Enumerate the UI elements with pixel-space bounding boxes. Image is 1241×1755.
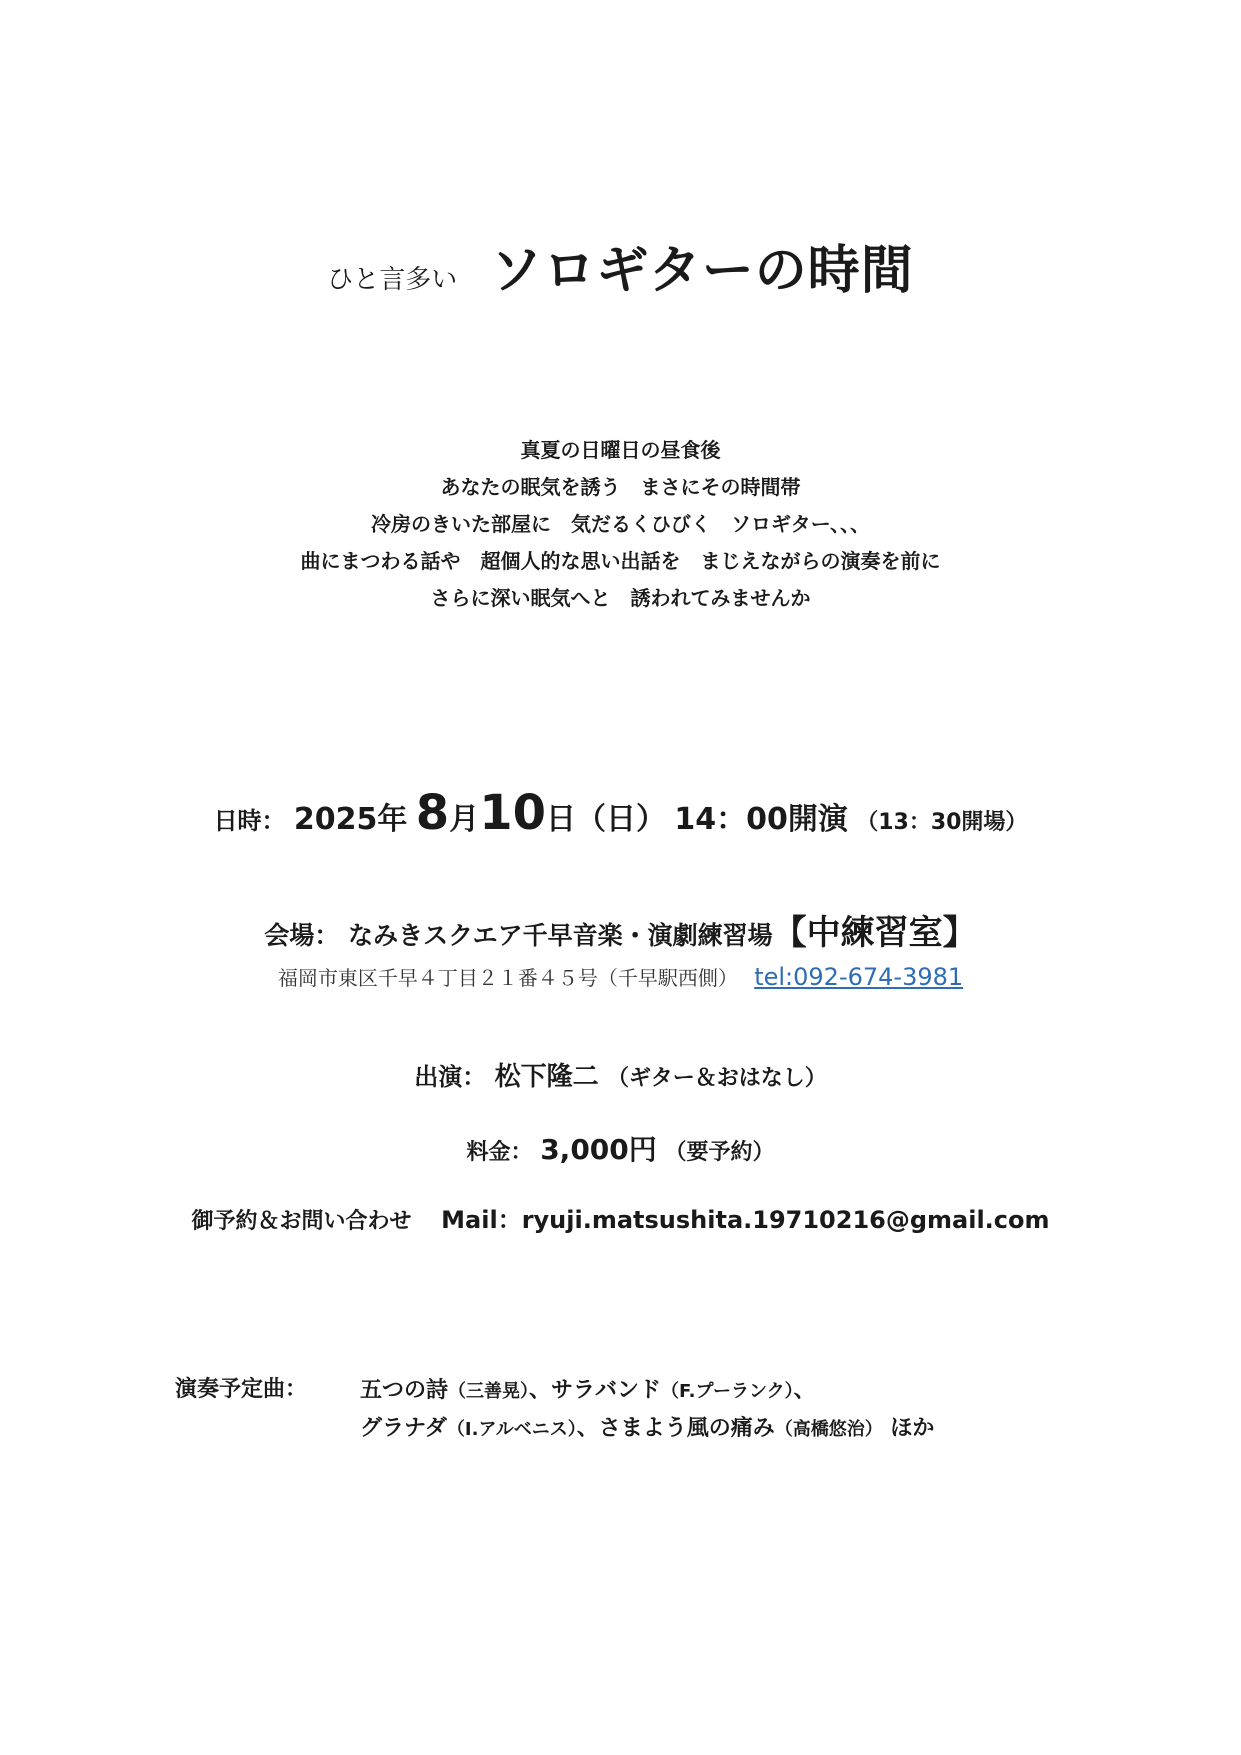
venue-room: 【中練習室】 <box>772 913 977 953</box>
performer-line <box>0 1056 1241 1093</box>
piece-composer: （I.アルベニス） <box>446 1419 577 1440</box>
performer-name: 松下隆二 <box>494 1062 599 1092</box>
program-line <box>360 1372 934 1410</box>
title-subtitle: ひと言多い <box>327 265 458 295</box>
piece-composer: （三善晃） <box>448 1381 530 1402</box>
piece-title: 五つの詩 <box>360 1378 449 1403</box>
piece-composer: （F.プーランク） <box>661 1381 794 1402</box>
fee-label: 料金： <box>466 1140 533 1165</box>
venue-name: なみきスクエア千早音楽・演劇練習場 <box>348 921 773 950</box>
fee-line <box>0 1128 1241 1168</box>
program-line <box>360 1410 934 1448</box>
piece-title: グラナダ <box>360 1416 447 1441</box>
contact-label: 御予約＆お問い合わせ <box>191 1209 412 1234</box>
mail-label: Mail： <box>441 1206 522 1234</box>
title-row <box>0 228 1241 303</box>
intro-text <box>0 432 1241 617</box>
date-label: 日時： <box>213 807 286 835</box>
start-time: 14：00開演 <box>674 802 848 837</box>
contact-email: ryuji.matsushita.19710216@gmail.com <box>521 1206 1050 1234</box>
performer-role: （ギター＆おはなし） <box>606 1066 827 1091</box>
date-day-unit: 日（日） <box>545 802 666 837</box>
intro-line: さらに深い眠気へと 誘われてみませんか <box>430 586 811 610</box>
piece-title: 、さまよう風の痛み <box>576 1416 775 1441</box>
fee-note: （要予約） <box>664 1140 775 1165</box>
piece-title: 、サラバンド <box>529 1378 662 1403</box>
program-label: 演奏予定曲： <box>175 1377 308 1402</box>
program-list <box>360 1372 934 1448</box>
intro-line: あなたの眠気を誘う まさにその時間帯 <box>440 475 801 499</box>
tel-link[interactable]: tel:092-674-3981 <box>754 963 964 991</box>
address-line <box>0 962 1241 991</box>
fee-price: 3,000円 <box>540 1133 657 1166</box>
intro-line: 曲にまつわる話や 超個人的な思い出話を まじえながらの演奏を前に <box>300 549 941 573</box>
performer-label: 出演： <box>414 1063 487 1091</box>
date-line <box>0 785 1241 841</box>
page-title: ソロギターの時間 <box>490 241 914 301</box>
date-day: 10 <box>479 785 546 841</box>
venue-address: 福岡市東区千早４丁目２１番４５号（千早駅西側） <box>277 966 738 990</box>
piece-composer: （高橋悠治） <box>774 1419 883 1440</box>
piece-separator: 、 <box>793 1378 816 1403</box>
doors-open-time: （13：30開場） <box>856 810 1028 835</box>
intro-line: 冷房のきいた部屋に 気だるくひびく ソロギター、、、 <box>371 512 870 536</box>
contact-line <box>0 1200 1241 1235</box>
date-year: 2025年 <box>293 802 408 837</box>
venue-line <box>0 905 1241 954</box>
intro-line: 真夏の日曜日の昼食後 <box>520 438 721 462</box>
venue-label: 会場： <box>264 921 340 950</box>
program-etc: ほか <box>890 1416 935 1441</box>
date-month: 8 <box>415 785 450 841</box>
date-month-unit: 月 <box>449 802 480 837</box>
